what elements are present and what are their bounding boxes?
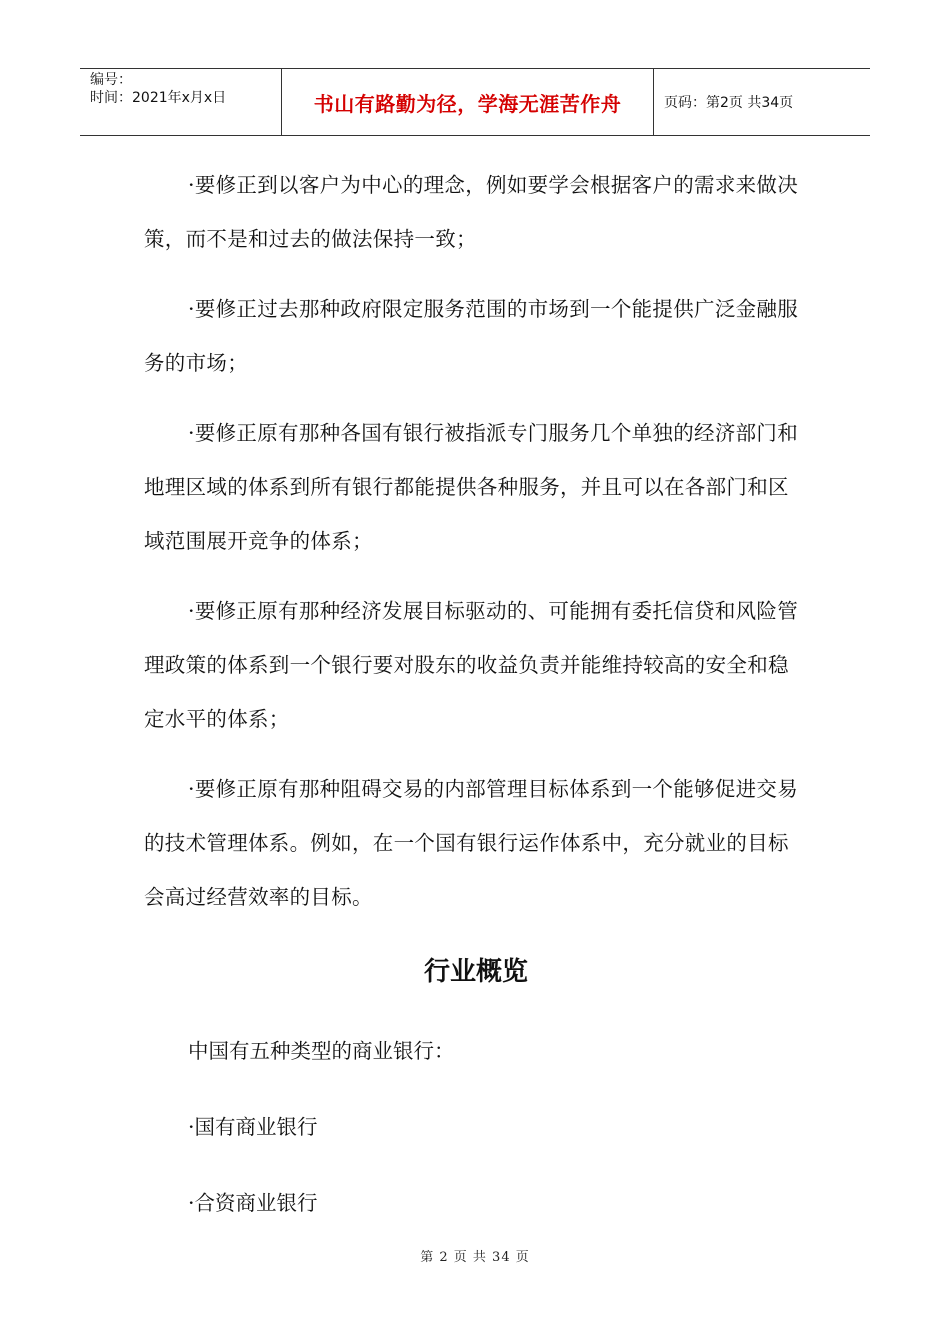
list-item: ·合资商业银行 bbox=[188, 1191, 318, 1215]
paragraph: ·要修正到以客户为中心的理念，例如要学会根据客户的需求来做决策，而不是和过去的做法保持一致； bbox=[144, 173, 799, 251]
motto-text: 书山有路勤为径，学海无涯苦作舟 bbox=[313, 91, 622, 116]
header-meta bbox=[80, 69, 282, 135]
paragraph: ·要修正原有那种各国有银行被指派专门服务几个单独的经济部门和地理区域的体系到所有银行都能提供各种服务，并且可以在各部门和区域范围展开竞争的体系； bbox=[144, 421, 799, 553]
document-body bbox=[144, 158, 808, 1252]
section-heading: 行业概览 bbox=[423, 957, 528, 987]
page-header bbox=[80, 68, 870, 136]
list-item: ·国有商业银行 bbox=[188, 1115, 318, 1139]
header-page-cell bbox=[654, 69, 870, 135]
paragraph: ·要修正过去那种政府限定服务范围的市场到一个能提供广泛金融服务的市场； bbox=[144, 297, 799, 375]
section-intro: 中国有五种类型的商业银行： bbox=[188, 1039, 455, 1063]
paragraph: ·要修正原有那种阻碍交易的内部管理目标体系到一个能够促进交易的技术管理体系。例如，在一个国有银行运作体系中，充分就业的目标会高过经营效率的目标。 bbox=[144, 777, 799, 909]
header-motto-cell bbox=[282, 69, 654, 135]
page-footer: 第 2 页 共 34 页 bbox=[420, 1250, 530, 1265]
page-label: 页码：第2页 共34页 bbox=[664, 95, 794, 111]
paragraph: ·要修正原有那种经济发展目标驱动的、可能拥有委托信贷和风险管理政策的体系到一个银行要对股东的收益负责并能维持较高的安全和稳定水平的体系； bbox=[144, 599, 799, 731]
time-label: 时间：2021年x月x日 bbox=[90, 90, 227, 106]
number-label: 编号： bbox=[90, 72, 132, 88]
